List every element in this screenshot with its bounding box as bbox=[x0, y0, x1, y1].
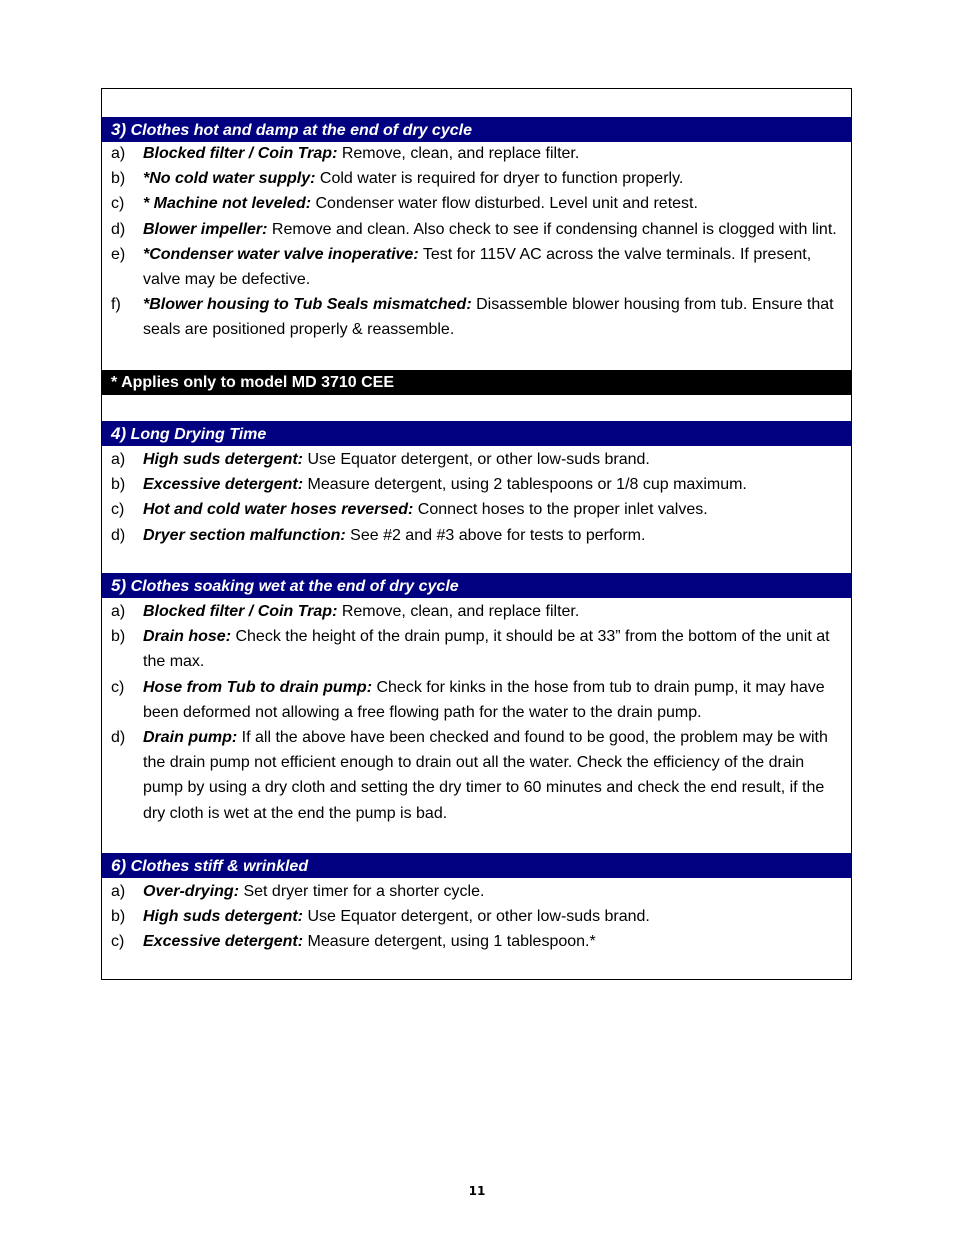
list-item bbox=[102, 242, 851, 292]
item-text: Check the height of the drain pump, it should be at 33” from the bottom of the unit at the max. bbox=[143, 628, 830, 671]
item-text: Disassemble blower housing from tub. Ensure that seals are positioned properly & reassemble. bbox=[143, 296, 834, 339]
list-item bbox=[102, 497, 851, 522]
section-title: Clothes soaking wet at the end of dry cycle bbox=[130, 578, 459, 595]
item-lead: Blocked filter / Coin Trap: bbox=[143, 603, 338, 620]
item-lead: Over-drying: bbox=[143, 883, 240, 900]
item-text: See #2 and #3 above for tests to perform. bbox=[345, 526, 646, 544]
list-item bbox=[102, 523, 851, 548]
list-item bbox=[102, 217, 851, 242]
item-text: Test for 115V AC across the valve terminals. If present, valve may be defective. bbox=[143, 245, 812, 289]
item-letter: e) bbox=[111, 245, 126, 263]
item-letter: d) bbox=[111, 220, 126, 238]
item-lead: Drain hose: bbox=[143, 628, 232, 646]
item-lead: *Condenser water valve inoperative: bbox=[143, 245, 419, 263]
item-text: Remove, clean, and replace filter. bbox=[337, 603, 580, 620]
section-6-list bbox=[102, 879, 851, 955]
item-text: Use Equator detergent, or other low-suds brand. bbox=[303, 908, 650, 926]
item-lead: Excessive detergent: bbox=[143, 476, 304, 494]
list-item bbox=[102, 141, 851, 166]
list-item bbox=[102, 879, 851, 904]
item-text: Measure detergent, using 2 tablespoons or 1/8 cup maximum. bbox=[303, 476, 747, 494]
item-letter: f) bbox=[111, 296, 121, 314]
section-title: Clothes stiff & wrinkled bbox=[130, 858, 309, 875]
item-text: Measure detergent, using 1 tablespoon.* bbox=[303, 933, 596, 951]
item-letter: c) bbox=[111, 501, 125, 519]
section-5-list bbox=[102, 599, 851, 826]
item-letter: b) bbox=[111, 170, 126, 188]
list-item bbox=[102, 191, 851, 216]
item-letter: d) bbox=[111, 729, 126, 747]
item-lead: * Machine not leveled: bbox=[143, 195, 312, 213]
item-lead: Blower impeller: bbox=[143, 220, 268, 238]
item-letter: a) bbox=[111, 603, 126, 620]
item-lead: Blocked filter / Coin Trap: bbox=[143, 145, 338, 162]
item-letter: c) bbox=[111, 933, 125, 951]
page-number: 11 bbox=[468, 1184, 486, 1198]
troubleshooting-table bbox=[101, 88, 852, 980]
item-lead: Dryer section malfunction: bbox=[143, 526, 346, 544]
item-text: Remove, clean, and replace filter. bbox=[337, 145, 580, 162]
list-item bbox=[102, 472, 851, 497]
section-4-list bbox=[102, 447, 851, 548]
item-text: If all the above have been checked and found to be good, the problem may be with the drain pump not efficient enough to drain out all the water. Check the efficiency of the drain pump by using a dry cloth and setting the dry timer to 60 minutes and check the end result, if the dry cloth is wet at the end the pump is bad. bbox=[143, 729, 828, 822]
list-item bbox=[102, 447, 851, 472]
section-number: 5) bbox=[111, 576, 127, 595]
item-lead: High suds detergent: bbox=[143, 451, 304, 468]
section-number: 4) bbox=[111, 424, 127, 443]
item-text: Use Equator detergent, or other low-suds brand. bbox=[303, 451, 650, 468]
list-item bbox=[102, 904, 851, 929]
item-text: Check for kinks in the hose from tub to drain pump, it may have been deformed not allowing a free flowing path for the water to the drain pump. bbox=[143, 678, 825, 721]
item-text: Connect hoses to the proper inlet valves. bbox=[413, 501, 708, 519]
item-lead: *No cold water supply: bbox=[143, 170, 316, 188]
list-item bbox=[102, 624, 851, 674]
item-letter: a) bbox=[111, 883, 126, 900]
item-lead: Hot and cold water hoses reversed: bbox=[143, 501, 414, 519]
list-item bbox=[102, 166, 851, 191]
item-letter: a) bbox=[111, 145, 126, 162]
list-item bbox=[102, 599, 851, 624]
section-5-header bbox=[102, 573, 851, 598]
item-letter: b) bbox=[111, 476, 126, 494]
list-item bbox=[102, 725, 851, 826]
section-title: Long Drying Time bbox=[130, 426, 267, 443]
list-item bbox=[102, 675, 851, 725]
item-letter: b) bbox=[111, 908, 126, 926]
section-3-header bbox=[102, 117, 851, 142]
item-lead: Hose from Tub to drain pump: bbox=[143, 678, 373, 696]
item-lead: *Blower housing to Tub Seals mismatched: bbox=[143, 296, 472, 314]
item-letter: c) bbox=[111, 195, 125, 213]
item-lead: Drain pump: bbox=[143, 729, 238, 747]
item-lead: High suds detergent: bbox=[143, 908, 304, 926]
item-letter: b) bbox=[111, 628, 126, 646]
item-text: Cold water is required for dryer to function properly. bbox=[315, 170, 684, 188]
model-note: * Applies only to model MD 3710 CEE bbox=[102, 370, 851, 395]
list-item bbox=[102, 929, 851, 954]
item-letter: a) bbox=[111, 451, 126, 468]
item-letter: c) bbox=[111, 678, 125, 696]
item-letter: d) bbox=[111, 526, 126, 544]
section-3-list bbox=[102, 141, 851, 343]
section-4-header bbox=[102, 421, 851, 446]
item-lead: Excessive detergent: bbox=[143, 933, 304, 951]
item-text: Remove and clean. Also check to see if condensing channel is clogged with lint. bbox=[267, 220, 837, 238]
section-number: 3) bbox=[111, 120, 127, 139]
item-text: Condenser water flow disturbed. Level unit and retest. bbox=[311, 195, 698, 213]
list-item bbox=[102, 292, 851, 342]
section-number: 6) bbox=[111, 856, 127, 875]
section-title: Clothes hot and damp at the end of dry cycle bbox=[130, 122, 472, 139]
section-6-header bbox=[102, 853, 851, 878]
item-text: Set dryer timer for a shorter cycle. bbox=[239, 883, 485, 900]
